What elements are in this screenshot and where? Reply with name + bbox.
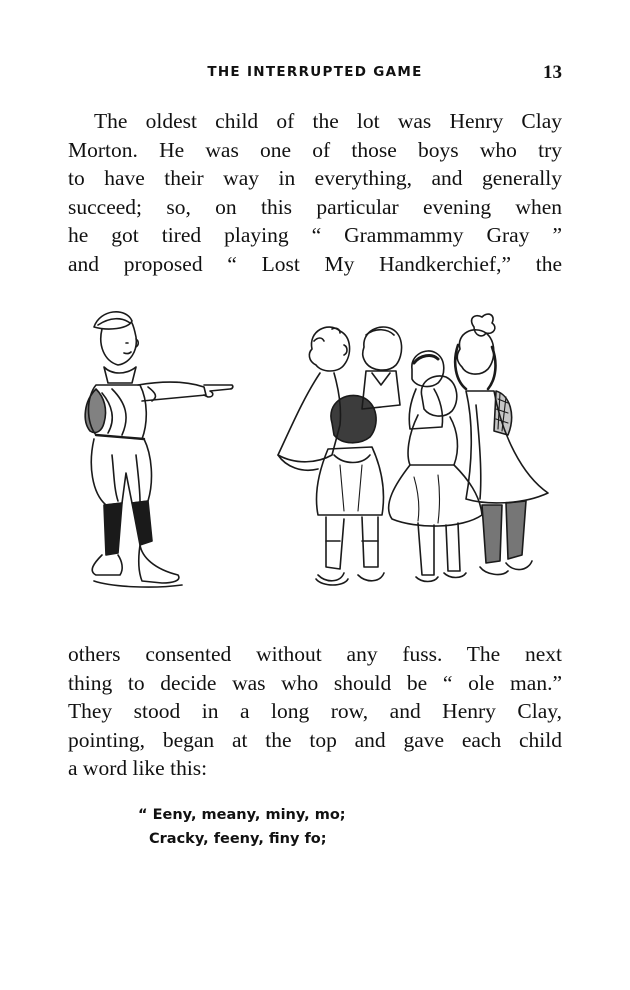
text-line: others consented without any fuss. The next bbox=[68, 642, 562, 666]
text-line: Morton. He was one of those boys who try bbox=[68, 137, 562, 162]
text-line: succeed; so, on this particular evening when bbox=[68, 194, 562, 219]
text-line: to have their way in everything, and generally bbox=[68, 166, 562, 191]
children-playing-illustration bbox=[82, 305, 557, 615]
paragraph-2 bbox=[68, 640, 562, 783]
text-line: he got tired playing “ Grammammy Gray ” bbox=[68, 223, 562, 248]
paragraph-1 bbox=[68, 107, 562, 279]
text-line: a word like this: bbox=[68, 756, 208, 781]
verse bbox=[138, 803, 346, 851]
text-line: They stood in a long row, and Henry Clay, bbox=[68, 699, 562, 724]
text-line: thing to decide was who should be “ ole man.” bbox=[68, 670, 562, 695]
text-line: pointing, began at the top and gave each child bbox=[68, 727, 562, 752]
page-number: 13 bbox=[543, 62, 562, 83]
pointing-boy-figure bbox=[85, 312, 233, 587]
verse-line: Cracky, feeny, finy fo; bbox=[149, 831, 327, 847]
text-line: The oldest child of the lot was Henry Clay bbox=[94, 109, 562, 133]
verse-line: “ Eeny, meany, miny, mo; bbox=[138, 807, 346, 823]
children-group-figure bbox=[278, 314, 548, 585]
running-title: THE INTERRUPTED GAME bbox=[207, 64, 423, 80]
text-line: and proposed “ Lost My Handkerchief,” the bbox=[68, 251, 562, 276]
running-head bbox=[68, 62, 562, 86]
